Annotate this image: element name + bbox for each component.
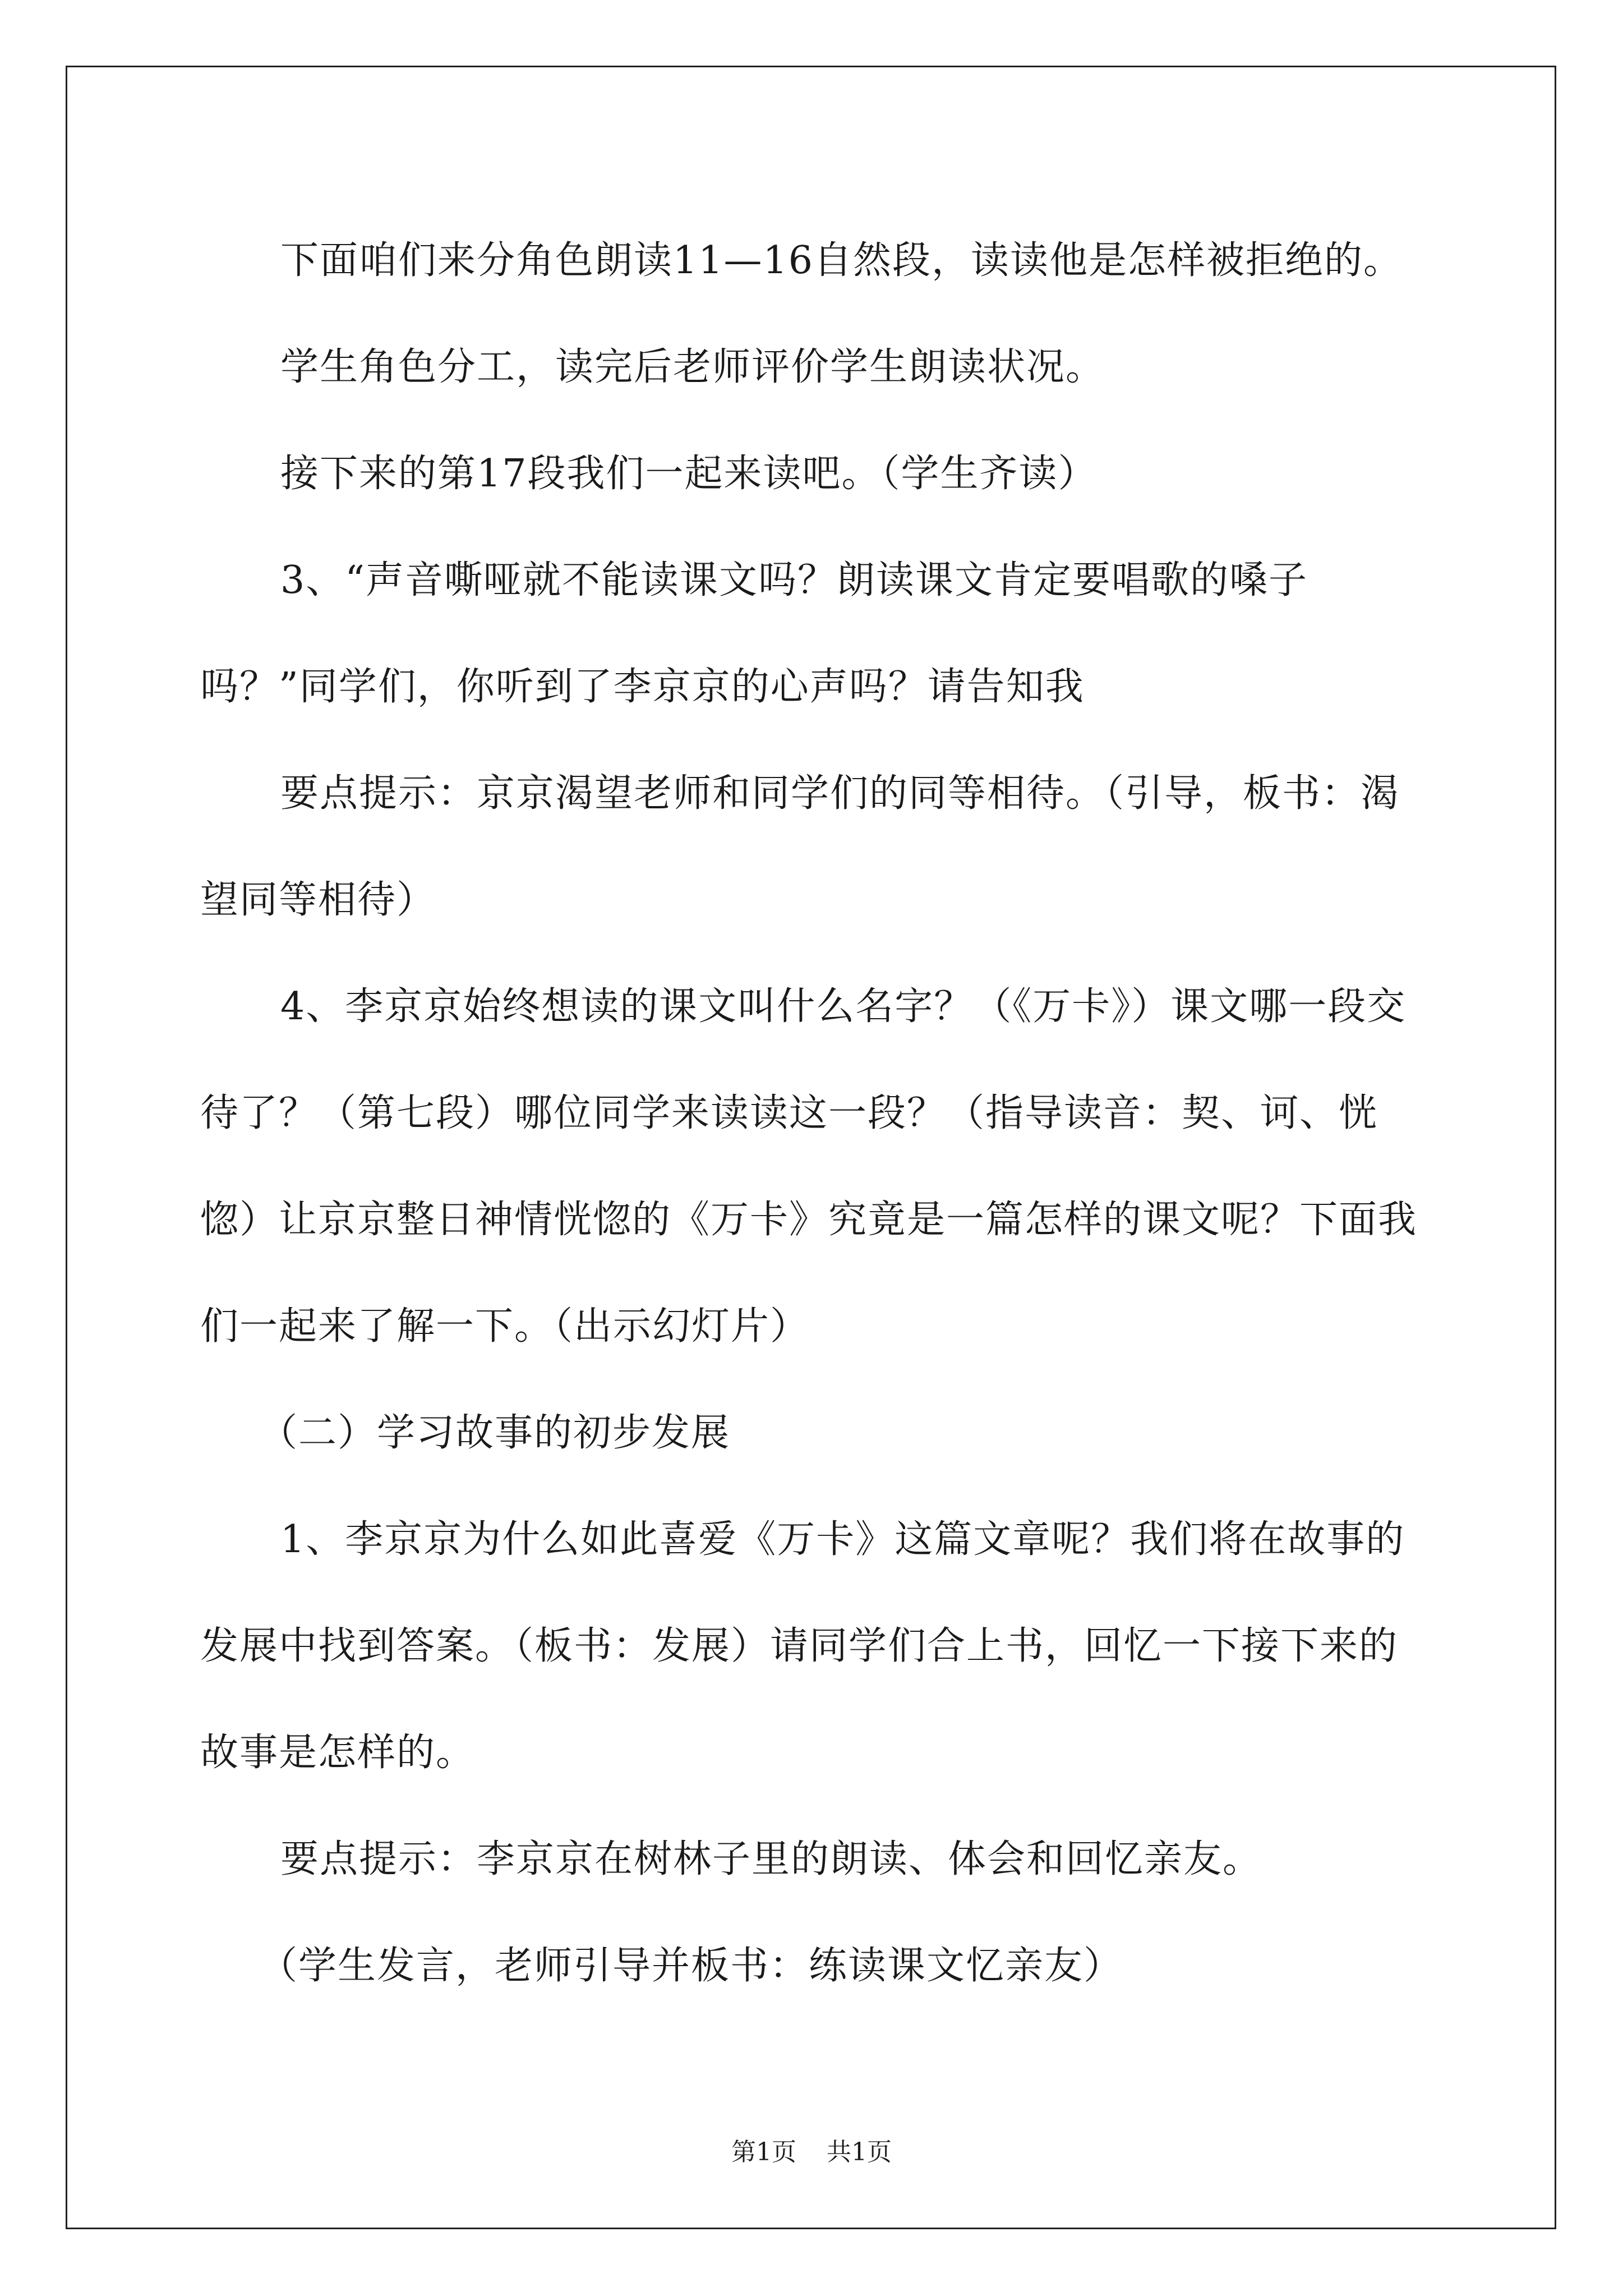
section-heading: （二）学习故事的初步发展 [259, 1411, 731, 1455]
paragraph-4: 3、“声音嘶哑就不能读课文吗？朗读课文肯定要唱歌的嗓子吗？”同学们，你听到了李京京的心声吗？请告知我 [200, 558, 1308, 709]
paragraph-8: 要点提示：李京京在树林子里的朗读、体会和回忆亲友。 [280, 1837, 1262, 1881]
paragraph-6: 4、李京京始终想读的课文叫什么名字？（《万卡》）课文哪一段交待了？（第七段）哪位同学来读读这一段？（指导读音：契、诃、恍惚）让京京整日神情恍惚的《万卡》究竟是一篇怎样的课文呢？下面我们一起来了解一下。（出示幻灯片） [200, 984, 1418, 1349]
page-footer [0, 2132, 1623, 2168]
paragraph-3: 接下来的第17段我们一起来读吧。（学生齐读） [280, 452, 1098, 496]
paragraph-9: （学生发言，老师引导并板书：练读课文忆亲友） [259, 1944, 1123, 1988]
paragraph-2: 学生角色分工，读完后老师评价学生朗读状况。 [280, 345, 1105, 389]
paragraph-5: 要点提示：京京渴望老师和同学们的同等相待。（引导，板书：渴望同等相待） [200, 771, 1400, 922]
paragraph-1: 下面咱们来分角色朗读11—16自然段，读读他是怎样被拒绝的。 [280, 238, 1403, 283]
paragraph-7: 1、李京京为什么如此喜爱《万卡》这篇文章呢？我们将在故事的发展中找到答案。（板书：发展）请同学们合上书，回忆一下接下来的故事是怎样的。 [200, 1517, 1405, 1775]
page-total: 共1页 [827, 2138, 892, 2166]
page-number: 第1页 [731, 2138, 796, 2166]
document-body [200, 208, 1434, 2019]
